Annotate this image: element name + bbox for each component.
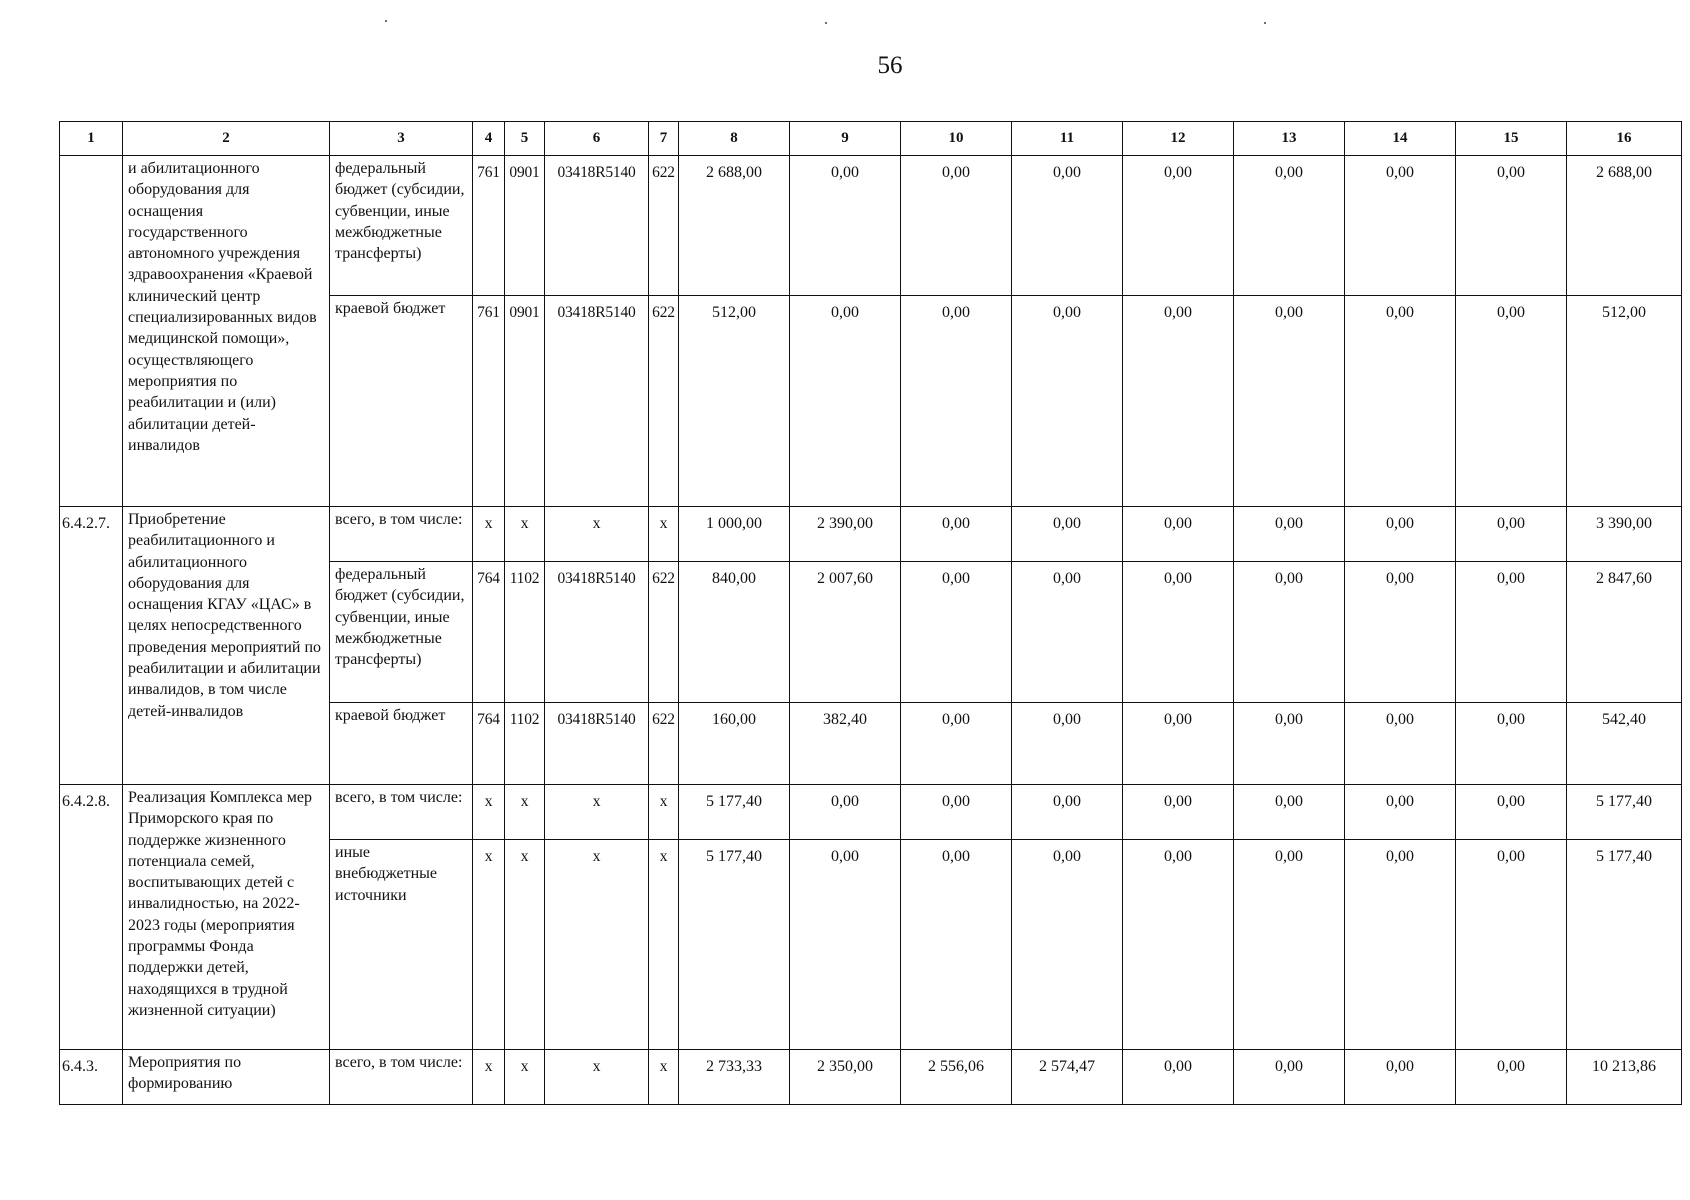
amount-cell: 0,00 [790,296,901,507]
table-header-row [60,122,1682,156]
amount-cell: 0,00 [1123,296,1234,507]
budget-code-cell: х [649,1050,679,1105]
budget-code-cell: х [649,785,679,840]
measure-description-cell: Мероприятия по формированию [123,1050,330,1105]
amount-cell: 0,00 [790,840,901,1050]
amount-cell: 0,00 [1456,840,1567,1050]
column-header: 13 [1234,122,1345,156]
amount-cell: 2 007,60 [790,562,901,703]
amount-cell: 0,00 [1456,785,1567,840]
amount-cell: 0,00 [1123,703,1234,785]
amount-cell: 0,00 [1234,562,1345,703]
budget-code-cell: 03418R5140 [545,562,649,703]
amount-cell: 0,00 [901,840,1012,1050]
amount-cell: 0,00 [1012,703,1123,785]
amount-cell: 0,00 [1234,703,1345,785]
scan-speck [385,20,387,22]
amount-cell: 0,00 [1234,507,1345,562]
measure-description-cell: и абилитационного оборудования для оснащения государственного автономного учреждения здравоохранения «Краевой клинический центр специализированных видов медицинской помощи», осуществляющего мероприятия по реабилитации и (или) абилитации детей-инвалидов [123,156,330,507]
budget-code-cell: х [545,1050,649,1105]
amount-cell: 5 177,40 [679,785,790,840]
amount-cell: 840,00 [679,562,790,703]
budget-code-cell: 1102 [505,562,545,703]
amount-cell: 5 177,40 [679,840,790,1050]
amount-cell: 0,00 [1345,703,1456,785]
budget-code-cell: 1102 [505,703,545,785]
amount-cell: 0,00 [1123,840,1234,1050]
budget-code-cell: 03418R5140 [545,156,649,296]
budget-code-cell: х [473,840,505,1050]
budget-code-cell: 0901 [505,296,545,507]
table-row [60,156,1682,296]
amount-cell: 0,00 [1123,507,1234,562]
row-index-cell: 6.4.2.8. [60,785,123,1050]
budget-code-cell: 03418R5140 [545,703,649,785]
budget-code-cell: 622 [649,703,679,785]
budget-code-cell: х [473,507,505,562]
amount-cell: 0,00 [1456,1050,1567,1105]
amount-cell: 0,00 [790,785,901,840]
row-index-cell: 6.4.2.7. [60,507,123,785]
amount-cell: 0,00 [1123,156,1234,296]
column-header: 7 [649,122,679,156]
amount-cell: 2 688,00 [1567,156,1682,296]
budget-code-cell: 622 [649,156,679,296]
budget-code-cell: х [505,840,545,1050]
column-header: 15 [1456,122,1567,156]
amount-cell: 0,00 [1012,296,1123,507]
amount-cell: 0,00 [1456,296,1567,507]
amount-cell: 0,00 [901,507,1012,562]
amount-cell: 512,00 [679,296,790,507]
amount-cell: 2 688,00 [679,156,790,296]
amount-cell: 512,00 [1567,296,1682,507]
column-header: 12 [1123,122,1234,156]
funding-source-cell: краевой бюджет [330,296,473,507]
amount-cell: 0,00 [1012,562,1123,703]
column-header: 8 [679,122,790,156]
budget-table [59,121,1682,1105]
funding-source-cell: всего, в том числе: [330,1050,473,1105]
budget-code-cell: 761 [473,296,505,507]
budget-code-cell: х [473,1050,505,1105]
amount-cell: 0,00 [1234,840,1345,1050]
amount-cell: 0,00 [1456,562,1567,703]
amount-cell: 0,00 [901,562,1012,703]
amount-cell: 160,00 [679,703,790,785]
amount-cell: 5 177,40 [1567,840,1682,1050]
amount-cell: 2 350,00 [790,1050,901,1105]
column-header: 16 [1567,122,1682,156]
column-header: 4 [473,122,505,156]
amount-cell: 10 213,86 [1567,1050,1682,1105]
amount-cell: 0,00 [790,156,901,296]
budget-code-cell: 764 [473,703,505,785]
amount-cell: 0,00 [1234,156,1345,296]
budget-code-cell: х [473,785,505,840]
column-header: 11 [1012,122,1123,156]
budget-code-cell: 0901 [505,156,545,296]
budget-code-cell: 761 [473,156,505,296]
scan-speck [825,22,827,24]
column-header: 3 [330,122,473,156]
measure-description-cell: Приобретение реабилитационного и абилитационного оборудования для оснащения КГАУ «ЦАС» в целях непосредственного проведения мероприятий по реабилитации и абилитации инвалидов, в том числе детей-инвалидов [123,507,330,785]
column-header: 5 [505,122,545,156]
amount-cell: 2 574,47 [1012,1050,1123,1105]
column-header: 1 [60,122,123,156]
amount-cell: 0,00 [1012,507,1123,562]
amount-cell: 1 000,00 [679,507,790,562]
amount-cell: 2 733,33 [679,1050,790,1105]
row-index-cell: 6.4.3. [60,1050,123,1105]
amount-cell: 0,00 [1123,785,1234,840]
column-header: 14 [1345,122,1456,156]
funding-source-cell: иные внебюджетные источники [330,840,473,1050]
budget-code-cell: х [505,1050,545,1105]
budget-code-cell: х [649,840,679,1050]
amount-cell: 0,00 [1345,785,1456,840]
budget-code-cell: х [545,840,649,1050]
amount-cell: 542,40 [1567,703,1682,785]
amount-cell: 0,00 [1123,562,1234,703]
amount-cell: 0,00 [1345,156,1456,296]
budget-code-cell: 03418R5140 [545,296,649,507]
amount-cell: 0,00 [1012,785,1123,840]
amount-cell: 0,00 [1234,1050,1345,1105]
table-row [60,507,1682,562]
budget-code-cell: х [545,507,649,562]
page-number: 56 [877,52,903,79]
funding-source-cell: федеральный бюджет (субсидии, субвенции, иные межбюджетные трансферты) [330,156,473,296]
column-header: 10 [901,122,1012,156]
funding-source-cell: федеральный бюджет (субсидии, субвенции, иные межбюджетные трансферты) [330,562,473,703]
column-header: 6 [545,122,649,156]
table-row [60,1050,1682,1105]
amount-cell: 0,00 [1345,840,1456,1050]
amount-cell: 2 390,00 [790,507,901,562]
column-header: 2 [123,122,330,156]
amount-cell: 0,00 [901,156,1012,296]
budget-code-cell: х [505,507,545,562]
amount-cell: 0,00 [1234,785,1345,840]
scan-speck [1264,22,1266,24]
amount-cell: 0,00 [901,785,1012,840]
budget-code-cell: х [649,507,679,562]
amount-cell: 382,40 [790,703,901,785]
amount-cell: 0,00 [1012,156,1123,296]
amount-cell: 0,00 [1456,703,1567,785]
amount-cell: 0,00 [1234,296,1345,507]
amount-cell: 5 177,40 [1567,785,1682,840]
amount-cell: 3 390,00 [1567,507,1682,562]
amount-cell: 0,00 [1345,296,1456,507]
amount-cell: 2 556,06 [901,1050,1012,1105]
amount-cell: 0,00 [1345,507,1456,562]
funding-source-cell: всего, в том числе: [330,507,473,562]
budget-code-cell: 764 [473,562,505,703]
budget-code-cell: 622 [649,296,679,507]
column-header: 9 [790,122,901,156]
row-index-cell [60,156,123,507]
budget-code-cell: х [505,785,545,840]
amount-cell: 0,00 [1345,1050,1456,1105]
amount-cell: 0,00 [1012,840,1123,1050]
table-row [60,785,1682,840]
amount-cell: 2 847,60 [1567,562,1682,703]
measure-description-cell: Реализация Комплекса мер Приморского края по поддержке жизненного потенциала семей, воспитывающих детей с инвалидностью, на 2022-2023 годы (мероприятия программы Фонда поддержки детей, находящихся в трудной жизненной ситуации) [123,785,330,1050]
budget-code-cell: 622 [649,562,679,703]
budget-code-cell: х [545,785,649,840]
amount-cell: 0,00 [1456,507,1567,562]
funding-source-cell: краевой бюджет [330,703,473,785]
amount-cell: 0,00 [1123,1050,1234,1105]
amount-cell: 0,00 [901,296,1012,507]
amount-cell: 0,00 [901,703,1012,785]
funding-source-cell: всего, в том числе: [330,785,473,840]
amount-cell: 0,00 [1456,156,1567,296]
amount-cell: 0,00 [1345,562,1456,703]
